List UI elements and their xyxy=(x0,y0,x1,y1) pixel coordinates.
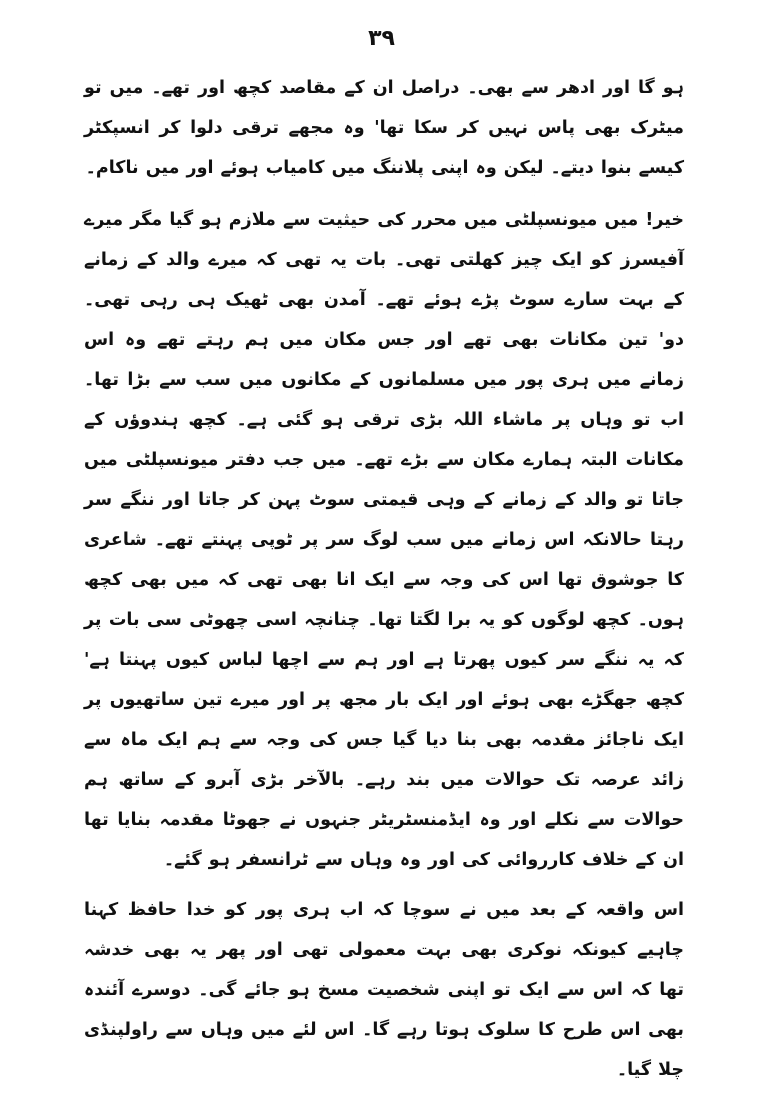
paragraph-3: اس واقعہ کے بعد میں نے سوچا کہ اب ہری پور کو خدا حافظ کہنا چاہیے کیونکہ نوکری بھی بہت معمولی تھی اور پھر یہ بھی خدشہ تھا کہ اس سے ایک تو اپنی شخصیت مسخ ہو جائے گی۔ دوسرے آئندہ بھی اس طرح کا سلوک ہوتا رہے گا۔ اس لئے میں وہاں سے راولپنڈی چلا گیا۔ xyxy=(84,900,684,1080)
page-number: ۳۹ xyxy=(368,26,395,51)
page-body xyxy=(84,68,684,1100)
paragraph-2: خیر! میں میونسپلٹی میں محرر کی حیثیت سے ملازم ہو گیا مگر میرے آفیسرز کو ایک چیز کھلتی تھی۔ بات یہ تھی کہ میرے والد کے زمانے کے بہت سارے سوٹ پڑے ہوئے تھے۔ آمدن بھی ٹھیک ہی رہی تھی۔ دو' تین مکانات بھی تھے اور جس مکان میں ہم رہتے تھے وہ اس زمانے میں ہری پور میں مسلمانوں کے مکانوں میں سب سے بڑا تھا۔ اب تو وہاں پر ماشاء اللہ بڑی ترقی ہو گئی ہے۔ کچھ ہندوؤں کے مکانات البتہ ہمارے مکان سے بڑے تھے۔ میں جب دفتر میونسپلٹی میں جاتا تو والد کے زمانے کے وہی قیمتی سوٹ پہن کر جاتا اور ننگے سر رہتا حالانکہ اس زمانے میں سب لوگ سر پر ٹوپی پہنتے تھے۔ شاعری کا جوشوق تھا اس کی وجہ سے ایک انا بھی تھی کہ میں بھی کچھ ہوں۔ کچھ لوگوں کو یہ برا لگتا تھا۔ چنانچہ اسی چھوٹی سی بات پر کہ یہ ننگے سر کیوں پھرتا ہے اور ہم سے اچھا لباس کیوں پہنتا ہے' کچھ جھگڑے بھی ہوئے اور ایک بار مجھ پر اور میرے تین ساتھیوں پر ایک ناجائز مقدمہ بھی بنا دیا گیا جس کی وجہ سے ہم ایک ماہ سے زائد عرصہ تک حوالات میں بند رہے۔ بالآخر بڑی آبرو کے ساتھ ہم حوالات سے نکلے اور وہ ایڈمنسٹریٹر جنہوں نے جھوٹا مقدمہ بنایا تھا ان کے خلاف کارروائی کی اور وہ وہاں سے ٹرانسفر ہو گئے۔ xyxy=(84,210,684,870)
paragraph-1: ہو گا اور ادھر سے بھی۔ دراصل ان کے مقاصد کچھ اور تھے۔ میں تو میٹرک بھی پاس نہیں کر سکا تھا' وہ مجھے ترقی دلوا کر انسپکٹر کیسے بنوا دیتے۔ لیکن وہ اپنی پلاننگ میں کامیاب ہوئے اور میں ناکام۔ xyxy=(84,78,684,178)
